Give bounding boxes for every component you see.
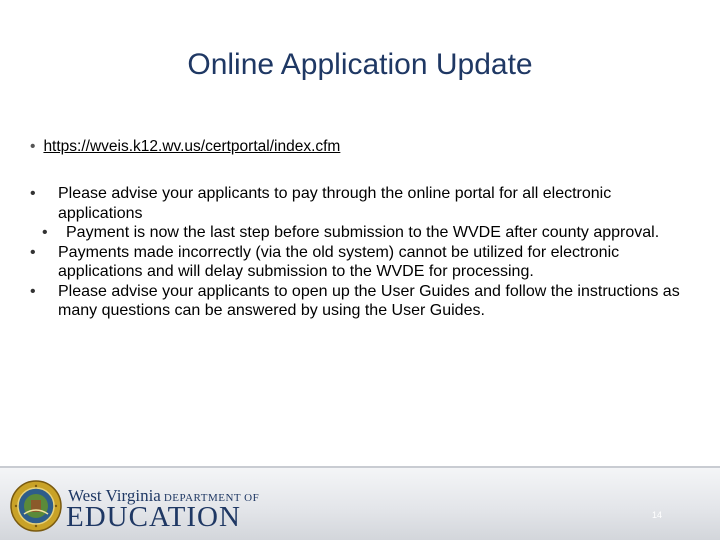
bullet-text: Please advise your applicants to pay through the online portal for all electronic applications (58, 185, 612, 222)
bullet-list (30, 184, 700, 321)
sub-bullet-item (30, 223, 700, 243)
bullet-marker: • (30, 138, 36, 155)
bullet-item (30, 184, 700, 223)
bullet-marker: • (30, 185, 36, 202)
bullet-marker: • (30, 243, 36, 261)
bullet-item (30, 282, 700, 321)
sub-bullet-marker: • (42, 224, 48, 241)
org-education-wordmark: EDUCATION (66, 501, 241, 533)
certportal-link[interactable]: https://wveis.k12.wv.us/certportal/index.cfm (43, 138, 341, 155)
state-seal-icon (10, 480, 62, 532)
slide-title: Online Application Update (187, 48, 533, 81)
bullet-item (30, 243, 700, 282)
url-line (30, 138, 340, 156)
bullet-marker: • (30, 282, 36, 300)
sub-bullet-text: Payment is now the last step before submission to the WVDE after county approval. (66, 224, 660, 241)
bullet-text: Payments made incorrectly (via the old system) cannot be utilized for electronic applications and will delay submission to the WVDE for processing. (58, 243, 620, 280)
org-dept: DEPARTMENT OF (163, 492, 260, 504)
bullet-text: Please advise your applicants to open up the User Guides and follow the instructions as many questions can be answered by using the User Guides. (58, 282, 680, 319)
page-number: 14 (652, 510, 663, 520)
org-state: West Virginia (68, 486, 161, 505)
